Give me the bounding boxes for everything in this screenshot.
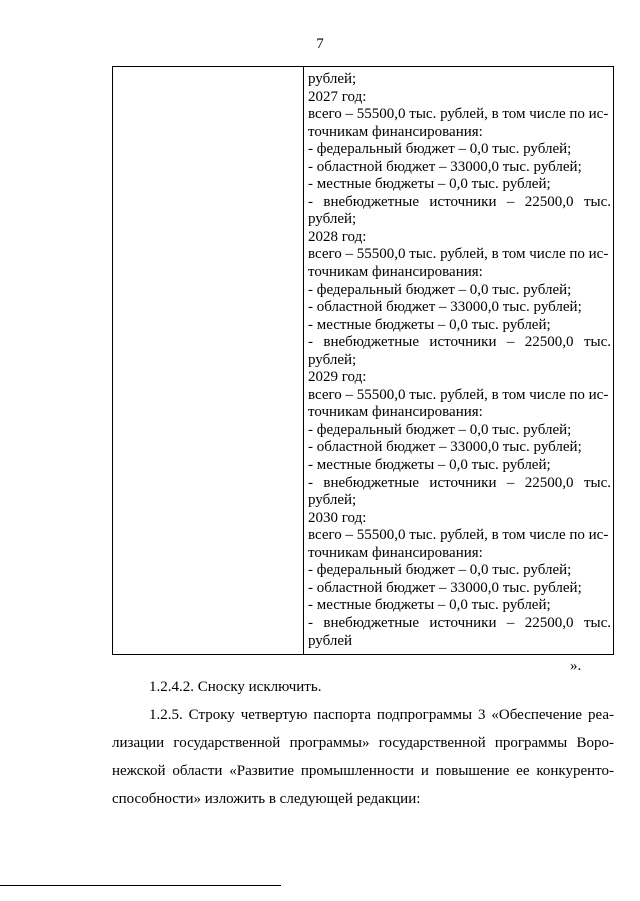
financing-line: - местные бюджеты – 0,0 тыс. рублей; bbox=[308, 176, 551, 193]
page-number: 7 bbox=[316, 36, 324, 52]
financing-line: - местные бюджеты – 0,0 тыс. рублей; bbox=[308, 457, 551, 474]
financing-line: - областной бюджет – 33000,0 тыс. рублей; bbox=[308, 158, 582, 175]
financing-line: - федеральный бюджет – 0,0 тыс. рублей; bbox=[308, 421, 572, 438]
financing-line: - областной бюджет – 33000,0 тыс. рублей; bbox=[308, 439, 582, 456]
financing-line: всего – 55500,0 тыс. рублей, в том числе по ис- bbox=[308, 386, 609, 403]
financing-line: - федеральный бюджет – 0,0 тыс. рублей; bbox=[308, 562, 572, 579]
table-cell-label bbox=[113, 67, 304, 654]
paragraph-1-2-5-line-2: лизации государственной программы» государственной программы Воро- bbox=[112, 735, 614, 751]
financing-line: 2029 год: bbox=[308, 369, 367, 386]
financing-line: - внебюджетные источники – 22500,0 тыс. bbox=[308, 614, 611, 631]
financing-line: всего – 55500,0 тыс. рублей, в том числе по ис- bbox=[308, 246, 609, 263]
financing-line: - внебюджетные источники – 22500,0 тыс. bbox=[308, 334, 611, 351]
financing-line: 2027 год: bbox=[308, 88, 367, 105]
financing-line: точникам финансирования: bbox=[308, 264, 483, 281]
paragraph-1-2-5-line-3: нежской области «Развитие промышленности и повышение ее конкуренто- bbox=[112, 763, 614, 779]
financing-line: рублей; bbox=[308, 211, 357, 228]
financing-line: точникам финансирования: bbox=[308, 404, 483, 421]
financing-line: - внебюджетные источники – 22500,0 тыс. bbox=[308, 474, 611, 491]
financing-line: - местные бюджеты – 0,0 тыс. рублей; bbox=[308, 316, 551, 333]
footnote-separator bbox=[0, 885, 281, 886]
financing-line: - областной бюджет – 33000,0 тыс. рублей; bbox=[308, 579, 582, 596]
financing-line: рублей bbox=[308, 632, 353, 649]
financing-line: всего – 55500,0 тыс. рублей, в том числе по ис- bbox=[308, 527, 609, 544]
financing-line: - федеральный бюджет – 0,0 тыс. рублей; bbox=[308, 281, 572, 298]
financing-line: 2028 год: bbox=[308, 228, 367, 245]
financing-line: рублей; bbox=[308, 351, 357, 368]
table-cell-financing bbox=[304, 67, 613, 654]
paragraph-1-2-4-2: 1.2.4.2. Сноску исключить. bbox=[149, 679, 322, 695]
financing-line: 2030 год: bbox=[308, 509, 367, 526]
financing-line: всего – 55500,0 тыс. рублей, в том числе по ис- bbox=[308, 106, 609, 123]
financing-line: рублей; bbox=[308, 71, 357, 87]
financing-line: - федеральный бюджет – 0,0 тыс. рублей; bbox=[308, 141, 572, 158]
financing-line: - областной бюджет – 33000,0 тыс. рублей; bbox=[308, 299, 582, 316]
financing-line: рублей; bbox=[308, 492, 357, 509]
paragraph-1-2-5-line-4: способности» изложить в следующей редакции: bbox=[112, 791, 421, 807]
financing-line: точникам финансирования: bbox=[308, 123, 483, 140]
financing-line: - внебюджетные источники – 22500,0 тыс. bbox=[308, 193, 611, 210]
financing-line: - местные бюджеты – 0,0 тыс. рублей; bbox=[308, 597, 551, 614]
closing-quote: ». bbox=[570, 658, 582, 674]
financing-line: точникам финансирования: bbox=[308, 544, 483, 561]
budget-table bbox=[112, 66, 614, 655]
paragraph-1-2-5-line-1: 1.2.5. Строку четвертую паспорта подпрограммы 3 «Обеспечение реа- bbox=[149, 707, 614, 723]
